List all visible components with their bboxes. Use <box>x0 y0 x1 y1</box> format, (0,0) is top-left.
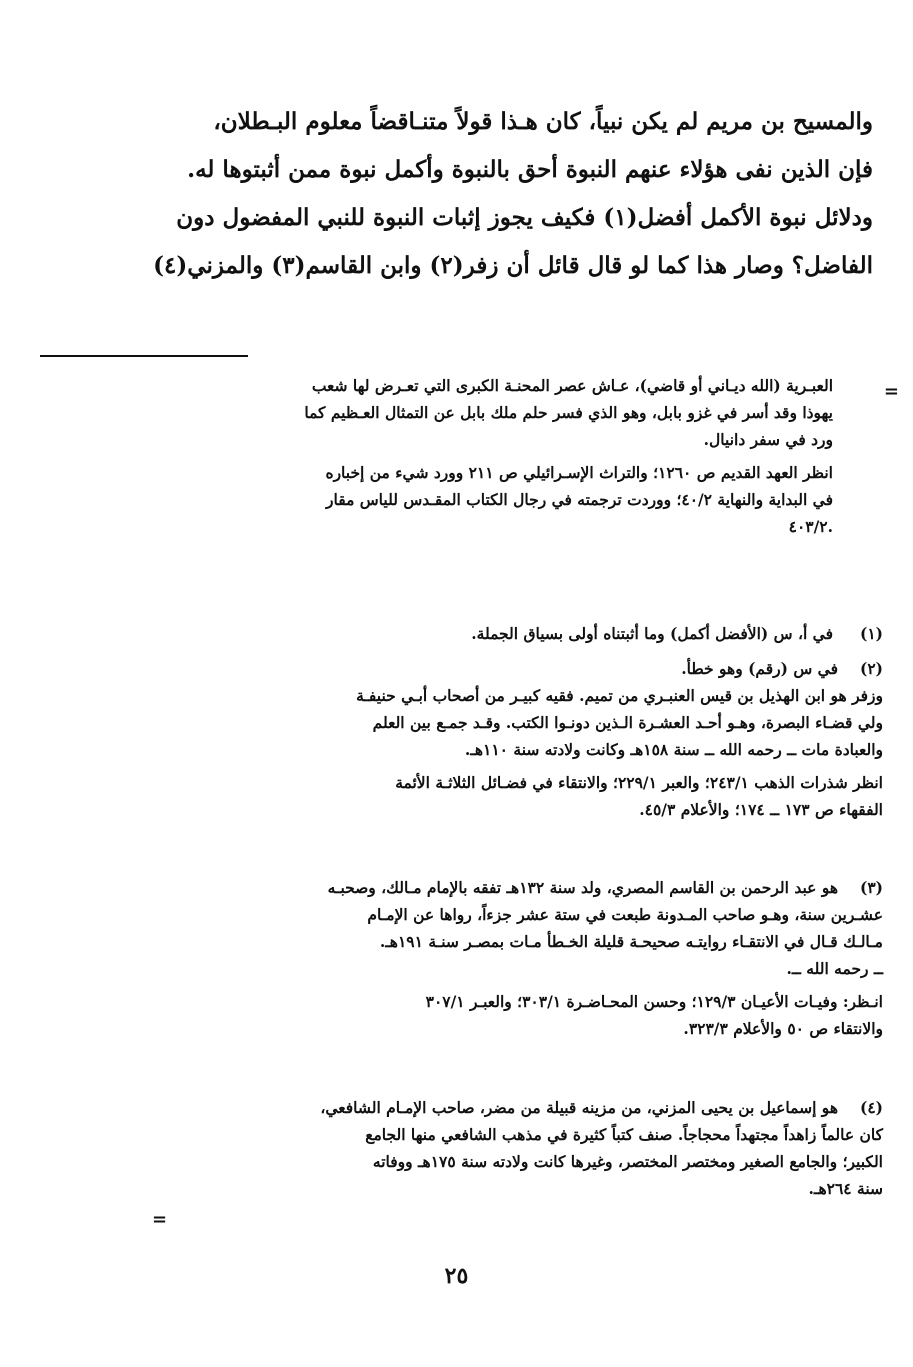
footnote-number: (١) <box>859 624 883 643</box>
body-line: والمسيح بن مريم لم يكن نبياً، كان هـذا قولاً متنـاقضاً معلوم البـطلان، <box>213 108 873 135</box>
body-line: فإن الذين نفى هؤلاء عنهم النبوة أحق بالنبوة وأكمل نبوة ممن أثبتوها له. <box>187 156 873 183</box>
body-line: الفاضل؟ وصار هذا كما لو قال قائل أن زفر(٢) وابن القاسم(٣) والمزني(٤) <box>153 252 873 279</box>
footnote-line: مـالـك قـال في الانتقـاء روايتـه صحيحـة قليلة الخـطأ مـات بمصـر سنـة ١٩١هـ. <box>379 932 883 951</box>
footnote-line: الكبير؛ والجامع الصغير ومختصر المختصر، وغيرها كانت ولادته سنة ١٧٥هـ ووفاته <box>372 1152 883 1171</box>
footnote-line: انظر شذرات الذهب ٢٤٣/١؛ والعبر ٢٢٩/١؛ والانتقاء في فضـائل الثلاثـة الأئمة <box>395 773 883 792</box>
footnote-line: انـظر: وفيـات الأعيـان ١٢٩/٣؛ وحسن المحـاضـرة ٣٠٣/١؛ والعبـر ٣٠٧/١ <box>425 992 883 1011</box>
footnote-body <box>193 620 833 647</box>
footnote-line: الفقهاء ص ١٧٣ ــ ١٧٤؛ والأعلام ٤٥/٣. <box>639 800 883 819</box>
footnote-line: في س (رقم) وهو خطأ. <box>681 659 838 678</box>
footnote-separator <box>40 355 248 357</box>
footnote-number: (٢) <box>859 659 883 678</box>
footnote-line: انظر العهد القديم ص ١٢٦٠؛ والتراث الإسـرائيلي ص ٢١١ وورد شيء من إخباره <box>325 463 833 482</box>
footnote-line: كان عالماً زاهداً مجتهداً محجاجاً. صنف كتباً كثيرة في مذهب الشافعي منها الجامع <box>365 1125 883 1144</box>
footnote-line: هو إسماعيل بن يحيى المزني، من مزينه قبيلة من مضر، صاحب الإمـام الشافعي، <box>320 1098 838 1117</box>
footnote-body <box>193 655 883 823</box>
footnote-line: العبـرية (الله ديـاني أو قاضي)، عـاش عصر المحنـة الكبرى التي تعـرض لها شعب <box>311 376 833 395</box>
footnote-body <box>193 874 883 1042</box>
footnote-line: ــ رحمه الله ــ. <box>786 959 883 978</box>
body-line: ودلائل نبوة الأكمل أفضل(١) فكيف يجوز إثبات النبوة للنبي المفضول دون <box>176 204 873 231</box>
footnote-line: هو عبد الرحمن بن القاسم المصري، ولد سنة ١٣٢هـ تفقه بالإمام مـالك، وصحبـه <box>327 878 838 897</box>
footnote-number: (٤) <box>859 1098 883 1117</box>
footnote-line: ولي قضـاء البصرة، وهـو أحـد العشـرة الـذين دونـوا الكتب. وقـد جمـع بين العلم <box>372 713 883 732</box>
main-body-text <box>153 98 873 290</box>
footnote-line: عشـرين سنة، وهـو صاحب المـدونة طبعت في ستة عشر جزءاً، رواها عن الإمـام <box>367 905 883 924</box>
footnote-line: ورد في سفر دانيال. <box>703 430 833 449</box>
footnote-line: .٤٠٣/٢ <box>788 517 833 536</box>
footnote-line: في أ، س (الأفضل أكمل) وما أثبتناه أولى بسياق الجملة. <box>471 624 833 643</box>
continuation-marker: = <box>152 1209 168 1230</box>
page-number: ٢٥ <box>444 1263 469 1289</box>
footnote-number: (٣) <box>859 878 883 897</box>
footnote-line: في البداية والنهاية ٤٠/٢؛ ووردت ترجمته في رجال الكتاب المقـدس للياس مقار <box>326 490 833 509</box>
footnote-continuation <box>138 372 833 540</box>
continuation-marker: = <box>883 381 899 402</box>
footnote-line: والانتقاء ص ٥٠ والأعلام ٣٢٣/٣. <box>683 1019 883 1038</box>
footnote-line: وزفر هو ابن الهذيل بن قيس العنبـري من تميم. فقيه كبيـر من أصحاب أبـي حنيفـة <box>356 686 883 705</box>
footnote-line: سنة ٢٦٤هـ. <box>808 1179 883 1198</box>
footnote-body <box>193 1094 883 1202</box>
footnote-line: يهوذا وقد أسر في غزو بابل، وهو الذي فسر حلم ملك بابل عن التمثال العـظيم كما <box>304 403 833 422</box>
footnote-line: والعبادة مات ــ رحمه الله ــ سنة ١٥٨هـ وكانت ولادته سنة ١١٠هـ. <box>464 740 883 759</box>
